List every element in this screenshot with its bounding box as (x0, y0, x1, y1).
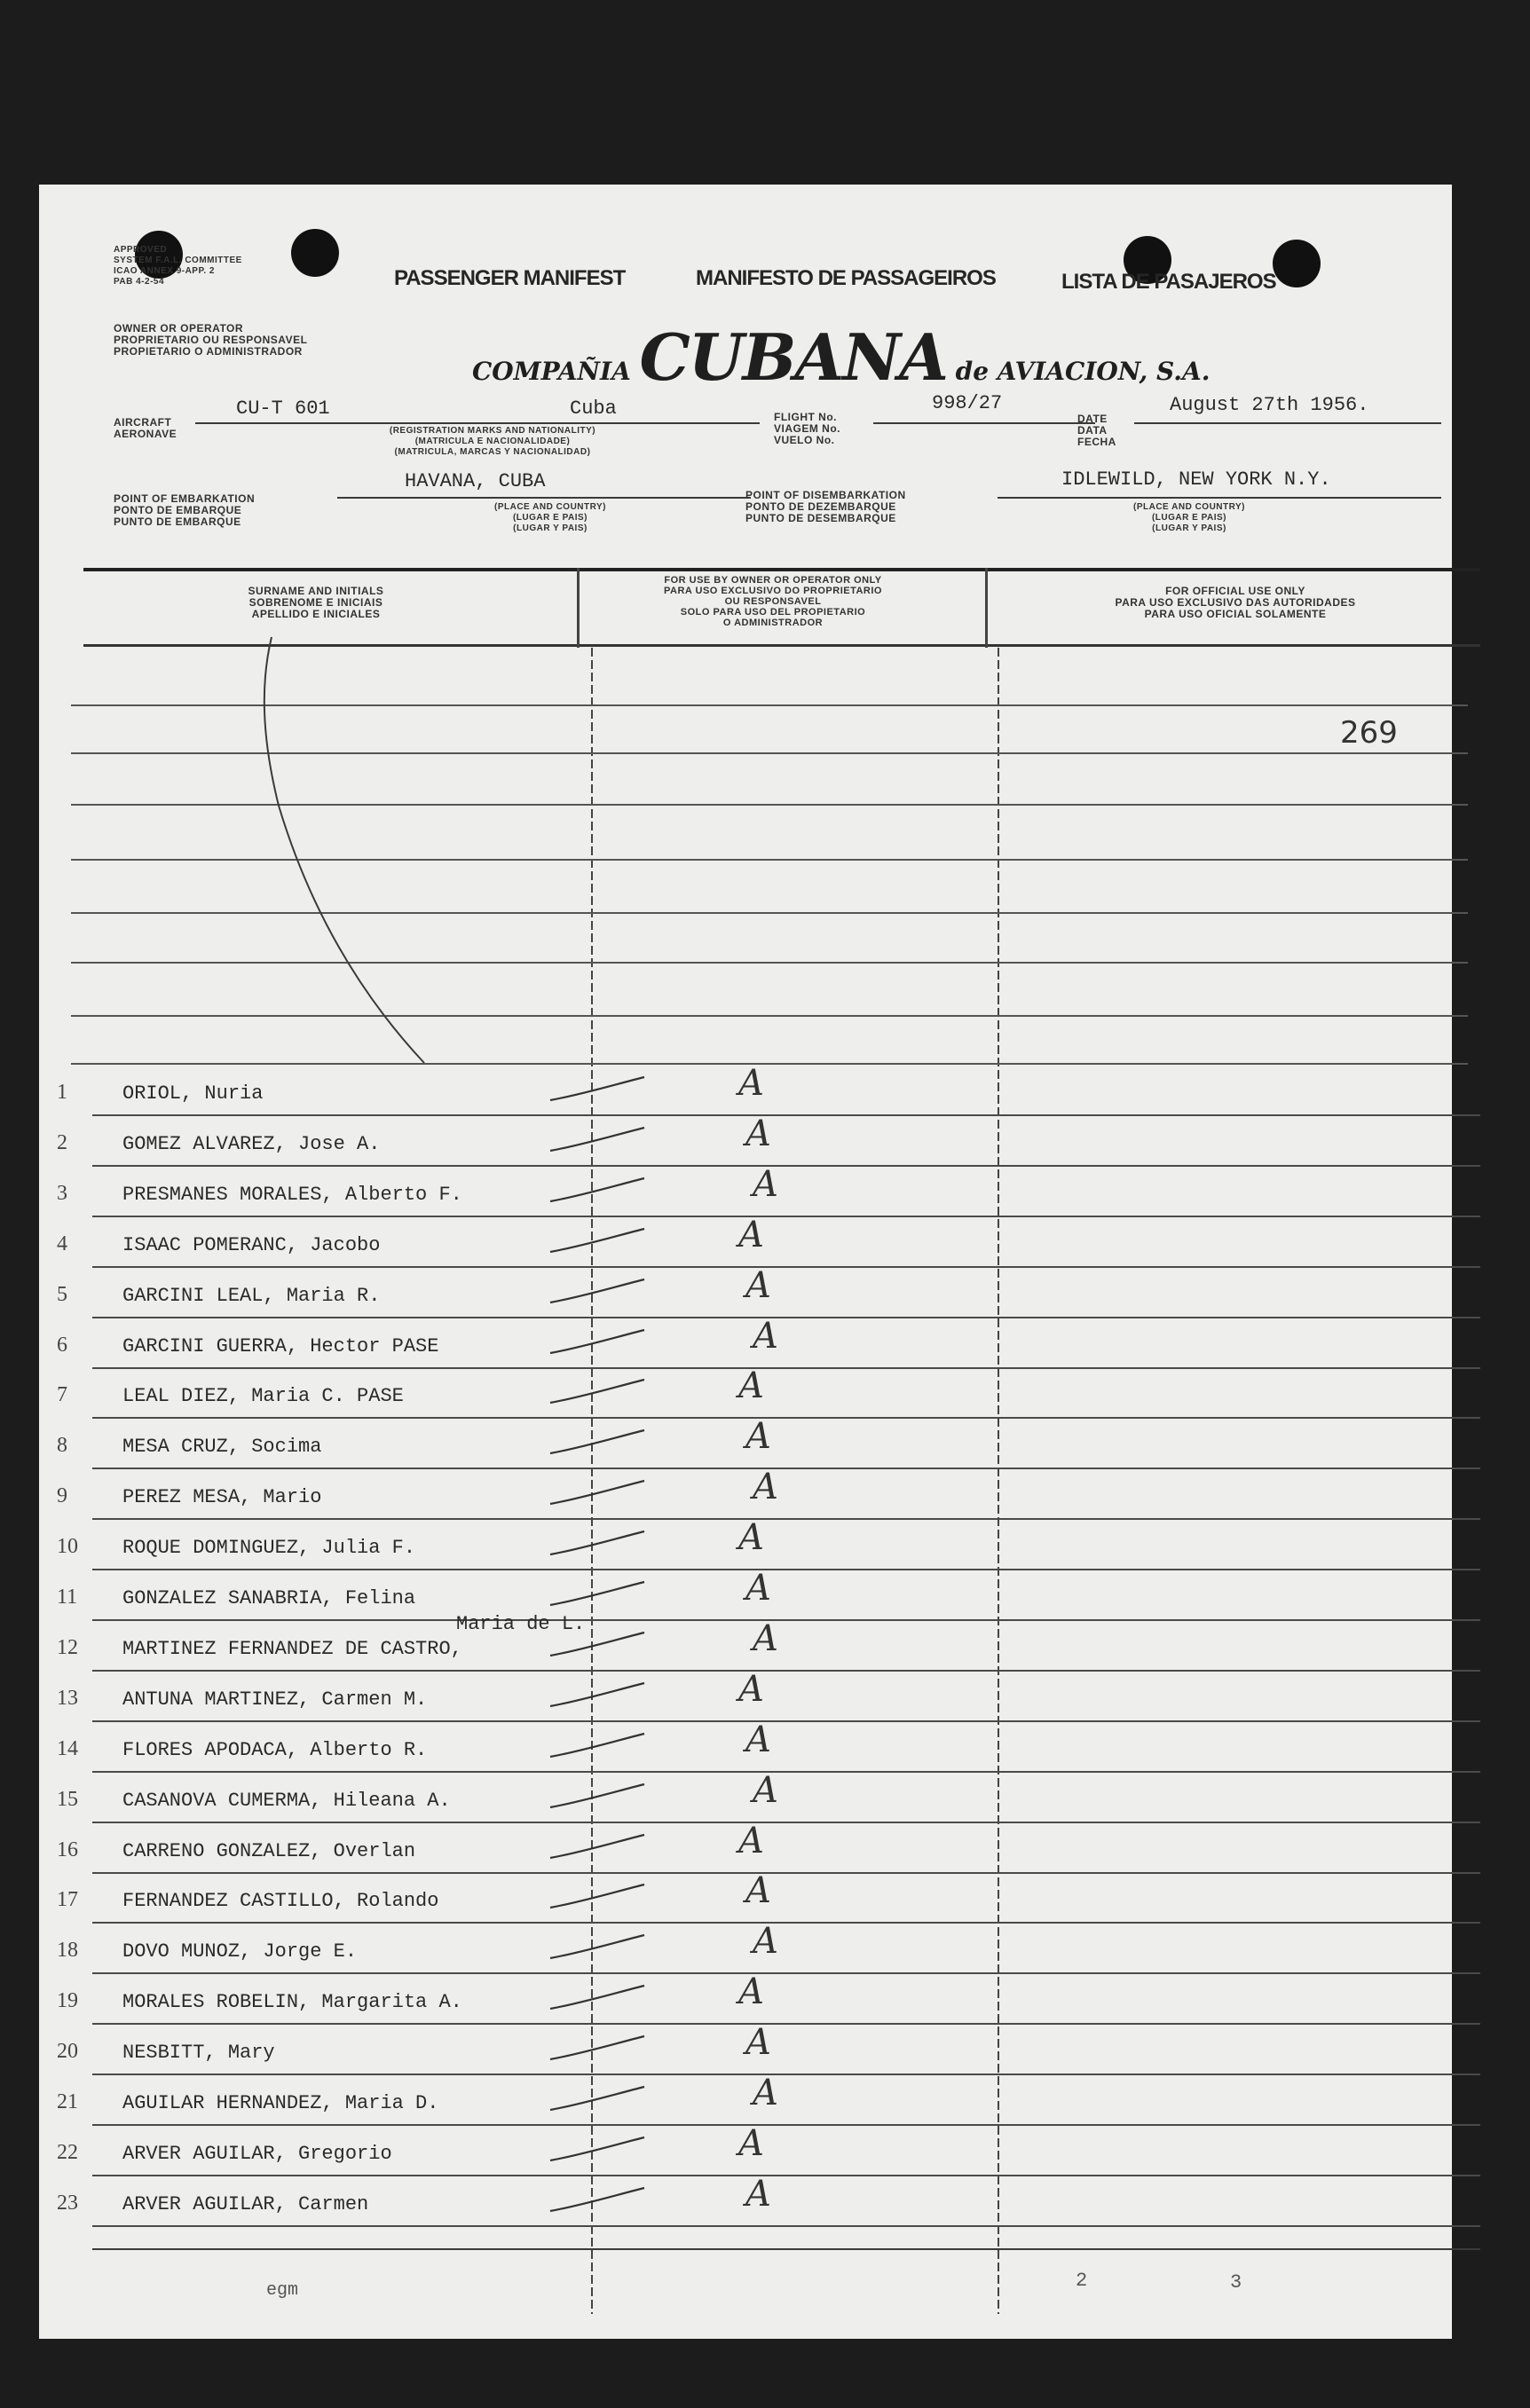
flight-number: 998/27 (932, 392, 1003, 414)
row-number: 5 (57, 1283, 67, 1306)
row-rule (92, 1518, 1480, 1520)
row-number: 17 (57, 1888, 78, 1911)
checkin-mark: A (753, 1618, 778, 1659)
page-number: 269 (1340, 715, 1398, 751)
row-rule (92, 1771, 1480, 1773)
passenger-name: ROQUE DOMINGUEZ, Julia F. (122, 1537, 416, 1559)
col-header-line: PARA USO OFICIAL SOLAMENTE (1144, 608, 1327, 620)
check-tick (545, 1577, 651, 1612)
caption-line: (PLACE AND COUNTRY) (1133, 502, 1245, 512)
passenger-name: LEAL DIEZ, Maria C. PASE (122, 1385, 404, 1407)
flight-label: FLIGHT No. (774, 411, 837, 423)
passenger-name: MESA CRUZ, Socima (122, 1436, 322, 1458)
row-rule (92, 2175, 1480, 2176)
col-header-line: SOBRENOME E INICIAIS (248, 596, 383, 609)
manifest-sheet (39, 185, 1452, 2339)
check-tick (545, 1475, 651, 1511)
checkin-mark: A (745, 1568, 771, 1609)
passenger-name: ARVER AGUILAR, Carmen (122, 2193, 369, 2215)
disembark-label: PONTO DE DEZEMBARQUE (745, 500, 896, 513)
row-rule (92, 1367, 1480, 1369)
checkin-mark: A (738, 1971, 764, 2012)
row-number: 3 (57, 1182, 67, 1205)
col-header-line: FOR USE BY OWNER OR OPERATOR ONLY (664, 575, 882, 586)
aircraft-label: AERONAVE (114, 428, 177, 440)
row-rule (92, 2074, 1480, 2075)
checkin-mark: A (753, 1467, 778, 1507)
disembark-label: PUNTO DE DESEMBARQUE (745, 512, 896, 524)
col-header-line: FOR OFFICIAL USE ONLY (1165, 585, 1305, 597)
row-number: 11 (57, 1586, 78, 1609)
row-number: 8 (57, 1434, 67, 1457)
title-manifesto-passageiros: MANIFESTO DE PASSAGEIROS (696, 266, 996, 290)
check-tick (545, 1325, 651, 1360)
col-header-line: OU RESPONSAVEL (724, 596, 822, 607)
col-header-line: APELLIDO E INICIALES (251, 608, 381, 620)
row-rule (92, 1972, 1480, 1974)
pencil-stroke (39, 185, 1452, 1072)
checkin-mark: A (738, 1365, 764, 1406)
passenger-name: DOVO MUNOZ, Jorge E. (122, 1940, 358, 1963)
checkin-mark: A (745, 1870, 771, 1911)
caption-line: (LUGAR Y PAIS) (1152, 523, 1226, 533)
disembark-value: IDLEWILD, NEW YORK N.Y. (1061, 468, 1331, 491)
embark-label: POINT OF EMBARKATION (114, 492, 256, 505)
passenger-name: PRESMANES MORALES, Alberto F. (122, 1184, 462, 1206)
date-label: FECHA (1077, 436, 1116, 448)
date-label: DATA (1077, 424, 1108, 437)
passenger-name: MARTINEZ FERNANDEZ DE CASTRO, (122, 1638, 462, 1660)
checkin-mark: A (738, 1215, 764, 1255)
passenger-name: CASANOVA CUMERMA, Hileana A. (122, 1790, 451, 1812)
passenger-name: ORIOL, Nuria (122, 1082, 264, 1105)
footer-number-a: 2 (1076, 2270, 1088, 2292)
aircraft-label: AIRCRAFT (114, 416, 172, 429)
disembark-label: POINT OF DISEMBARKATION (745, 489, 906, 501)
checkin-mark: A (738, 2123, 764, 2164)
passenger-name-continuation: Maria de L. (456, 1613, 586, 1635)
check-tick (545, 1980, 651, 2016)
footer-number-b: 3 (1230, 2271, 1242, 2294)
row-number: 6 (57, 1334, 67, 1357)
col-header-line: SURNAME AND INITIALS (248, 585, 384, 597)
flight-date: August 27th 1956. (1170, 394, 1369, 416)
row-number: 9 (57, 1484, 67, 1507)
check-tick (545, 1930, 651, 1965)
check-tick (545, 1224, 651, 1259)
check-tick (545, 1728, 651, 1764)
checkin-mark: A (745, 1265, 771, 1306)
passenger-name: AGUILAR HERNANDEZ, Maria D. (122, 2092, 439, 2114)
caption-line: (LUGAR Y PAIS) (513, 523, 588, 533)
row-rule (92, 2124, 1480, 2126)
check-tick (545, 1425, 651, 1460)
check-tick (545, 1526, 651, 1562)
check-tick (545, 2183, 651, 2218)
row-rule (92, 1165, 1480, 1167)
passenger-name: ARVER AGUILAR, Gregorio (122, 2143, 392, 2165)
table-bottom-rule (92, 2248, 1480, 2250)
approval-line: APPROVED (114, 245, 168, 255)
checkin-mark: A (738, 1669, 764, 1710)
row-rule (92, 2023, 1480, 2025)
flight-label: VUELO No. (774, 434, 835, 446)
row-number: 16 (57, 1838, 78, 1861)
row-rule (92, 1317, 1480, 1318)
check-tick (545, 1879, 651, 1915)
checkin-mark: A (745, 2022, 771, 2063)
company-prefix: COMPAÑIA (472, 357, 631, 386)
passenger-name: GARCINI LEAL, Maria R. (122, 1285, 381, 1307)
row-number: 15 (57, 1788, 78, 1811)
row-number: 14 (57, 1737, 78, 1760)
row-rule (92, 1872, 1480, 1874)
aircraft-nationality: Cuba (570, 397, 617, 420)
col-header-line: O ADMINISTRADOR (722, 618, 824, 628)
aircraft-registration: CU-T 601 (236, 397, 330, 420)
row-number: 23 (57, 2192, 78, 2215)
row-rule (92, 1114, 1480, 1116)
row-number: 22 (57, 2141, 78, 2164)
company-suffix: de AVIACION, S.A. (955, 357, 1211, 386)
passenger-name: MORALES ROBELIN, Margarita A. (122, 1991, 462, 2013)
passenger-name: ISAAC POMERANC, Jacobo (122, 1234, 381, 1256)
checkin-mark: A (745, 1719, 771, 1760)
passenger-name: GONZALEZ SANABRIA, Felina (122, 1587, 416, 1609)
row-number: 19 (57, 1989, 78, 2012)
check-tick (545, 2081, 651, 2117)
check-tick (545, 1830, 651, 1865)
passenger-name: PEREZ MESA, Mario (122, 1486, 322, 1508)
check-tick (545, 1072, 651, 1107)
checkin-mark: A (745, 2174, 771, 2215)
check-tick (545, 2132, 651, 2168)
check-tick (545, 1374, 651, 1410)
row-number: 12 (57, 1636, 78, 1659)
owner-label: OWNER OR OPERATOR (114, 322, 244, 334)
row-number: 13 (57, 1687, 78, 1710)
caption-line: (PLACE AND COUNTRY) (494, 502, 606, 512)
caption-line: (LUGAR E PAIS) (512, 513, 588, 523)
passenger-name: GARCINI GUERRA, Hector PASE (122, 1335, 439, 1357)
row-rule (92, 1720, 1480, 1722)
passenger-name: ANTUNA MARTINEZ, Carmen M. (122, 1688, 428, 1711)
checkin-mark: A (753, 2073, 778, 2113)
row-number: 7 (57, 1383, 67, 1406)
checkin-mark: A (745, 1114, 771, 1154)
row-rule (92, 1417, 1480, 1419)
check-tick (545, 1173, 651, 1208)
passenger-name: NESBITT, Mary (122, 2042, 275, 2064)
checkin-mark: A (745, 1416, 771, 1457)
row-rule (92, 1266, 1480, 1268)
caption-line: (REGISTRATION MARKS AND NATIONALITY) (389, 426, 596, 436)
check-tick (545, 1274, 651, 1310)
embark-label: PONTO DE EMBARQUE (114, 504, 242, 516)
passenger-name: FLORES APODACA, Alberto R. (122, 1739, 428, 1761)
checkin-mark: A (738, 1063, 764, 1104)
approval-line: SYSTEM F.A.L. COMMITTEE (114, 256, 242, 265)
company-name: CUBANA (639, 319, 947, 395)
caption-line: (MATRICULA, MARCAS Y NACIONALIDAD) (394, 447, 591, 457)
check-tick (545, 1627, 651, 1663)
row-rule (92, 1569, 1480, 1570)
row-number: 21 (57, 2090, 78, 2113)
checkin-mark: A (753, 1164, 778, 1205)
row-number: 2 (57, 1131, 67, 1154)
approval-line: PAB 4-2-54 (114, 277, 165, 287)
checkin-mark: A (738, 1517, 764, 1558)
col-header-line: SOLO PARA USO DEL PROPIETARIO (680, 607, 866, 618)
row-number: 10 (57, 1535, 78, 1558)
row-number: 1 (57, 1081, 67, 1104)
row-number: 18 (57, 1939, 78, 1962)
checkin-mark: A (753, 1921, 778, 1962)
approval-line: ICAO ANNEX 9-APP. 2 (114, 266, 215, 276)
row-rule (92, 1670, 1480, 1672)
check-tick (545, 1779, 651, 1814)
row-number: 4 (57, 1232, 67, 1255)
embark-label: PUNTO DE EMBARQUE (114, 515, 241, 528)
row-rule (92, 1822, 1480, 1823)
col-header-line: PARA USO EXCLUSIVO DO PROPRIETARIO (664, 586, 882, 596)
footer-initials: egm (266, 2280, 299, 2301)
check-tick (545, 2031, 651, 2066)
check-tick (545, 1122, 651, 1158)
date-label: DATE (1077, 413, 1108, 425)
passenger-name: FERNANDEZ CASTILLO, Rolando (122, 1890, 439, 1912)
row-rule (92, 2225, 1480, 2227)
row-rule (92, 1619, 1480, 1621)
passenger-name: GOMEZ ALVAREZ, Jose A. (122, 1133, 381, 1155)
row-rule (92, 1468, 1480, 1469)
checkin-mark: A (738, 1821, 764, 1861)
embark-value: HAVANA, CUBA (405, 470, 546, 492)
row-number: 20 (57, 2040, 78, 2063)
checkin-mark: A (753, 1316, 778, 1357)
owner-label: PROPRIETARIO OU RESPONSAVEL (114, 334, 308, 346)
title-passenger-manifest: PASSENGER MANIFEST (394, 266, 626, 290)
title-lista-pasajeros: LISTA DE PASAJEROS (1061, 270, 1276, 294)
row-rule (92, 1216, 1480, 1217)
owner-label: PROPIETARIO O ADMINISTRADOR (114, 345, 303, 358)
caption-line: (MATRICULA E NACIONALIDADE) (414, 437, 571, 446)
check-tick (545, 1678, 651, 1713)
checkin-mark: A (753, 1770, 778, 1811)
row-rule (92, 1922, 1480, 1924)
caption-line: (LUGAR E PAIS) (1151, 513, 1227, 523)
col-header-line: PARA USO EXCLUSIVO DAS AUTORIDADES (1115, 596, 1356, 609)
flight-label: VIAGEM No. (774, 422, 841, 435)
passenger-name: CARRENO GONZALEZ, Overlan (122, 1840, 416, 1862)
